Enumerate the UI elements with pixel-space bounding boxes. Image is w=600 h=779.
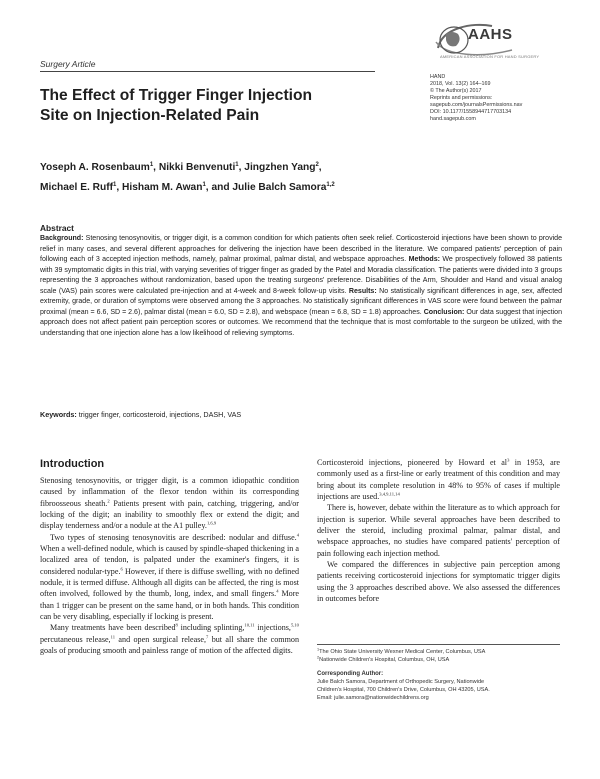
article-type-label: Surgery Article bbox=[40, 59, 96, 69]
citation-sup: 3 bbox=[507, 457, 510, 463]
paragraph-text: More than 1 trigger can be present on the same hand, or in both hands. This condition can be very disabling, especially if locking is present. bbox=[40, 589, 299, 622]
footnotes bbox=[317, 648, 560, 702]
body-paragraph bbox=[40, 622, 299, 656]
keywords-label: Keywords: bbox=[40, 410, 77, 419]
affiliation-text: Nationwide Children's Hospital, Columbus, OH, USA bbox=[319, 657, 450, 663]
author-list bbox=[40, 157, 440, 196]
abstract-heading: Abstract bbox=[40, 223, 74, 233]
citation-sup: 8 bbox=[175, 622, 178, 628]
author-separator: , bbox=[116, 181, 123, 193]
conclusion-text: Our data suggest that injection approach does not affect patient pain perception scores or outcomes. We recommend that the technique that is most comfortable to the surgeon be utilized, with the understanding that one injection alone has a low likelihood of relieving symptoms. bbox=[40, 308, 562, 337]
author-line bbox=[40, 177, 440, 197]
paragraph-text: but all share the common goals of producing smooth and painless range of motion of the affected digits. bbox=[40, 634, 299, 656]
abstract-body bbox=[40, 234, 562, 339]
author-affiliation-sup: 1 bbox=[149, 162, 154, 168]
author-affiliation-sup: 1 bbox=[202, 181, 206, 188]
author-line bbox=[40, 157, 440, 177]
introduction-heading: Introduction bbox=[40, 458, 105, 470]
body-paragraph bbox=[40, 532, 299, 623]
permissions-link[interactable]: sagepub.com/journalsPermissions.nav bbox=[430, 102, 523, 108]
author-affiliation-sup: 1 bbox=[113, 181, 117, 188]
body-paragraph bbox=[317, 457, 560, 502]
header-rule bbox=[40, 71, 375, 72]
author-affiliation-sup: 1,2 bbox=[326, 181, 335, 188]
corresponding-author-line: Julie Balch Samora, Department of Orthopedic Surgery, Nationwide bbox=[317, 679, 485, 685]
methods-text: We prospectively followed 38 patients with 39 symptomatic digits in this trial, with varying severities of trigger finger as graded by the Patel and Moradia classification. The patients were divided into 3 groups representing the 3 approaches without randomization, based upon the treating surgeons' preference. Disabilities of the Arm, Shoulder and Hand and visual analog scale (VAS) pain scores were calculated pre-injection and at 4-week and 8-week follow-up visits. bbox=[40, 256, 562, 295]
keywords-text: trigger finger, corticosteroid, injections, DASH, VAS bbox=[76, 410, 242, 419]
journal-name: HAND bbox=[430, 74, 446, 80]
paragraph-text: When a well-defined nodule, which is caused by spindle-shaped thickening in a localized area of tendon, is palpated under the examiner's fingers, it is considered nodular-type. bbox=[40, 544, 299, 576]
logo-text: AAHS bbox=[468, 26, 513, 43]
paragraph-text: We compared the differences in subjective pain perception among patients receiving corticosteroid injections for symptomatic trigger digits using the 3 approaches described above. We also assessed the differences in outcomes before bbox=[317, 560, 560, 604]
author-name: Jingzhen Yang bbox=[244, 162, 316, 173]
body-column-right bbox=[317, 457, 560, 604]
body-paragraph bbox=[40, 475, 299, 532]
paragraph-text: percutaneous release, bbox=[40, 634, 111, 644]
body-paragraph bbox=[317, 502, 560, 559]
body-paragraph bbox=[317, 559, 560, 604]
citation-sup: 1,6,9 bbox=[206, 520, 217, 526]
author-affiliation-sup: 2 bbox=[315, 162, 319, 168]
title-line: Site on Injection-Related Pain bbox=[40, 106, 260, 124]
background-text: Stenosing tenosynovitis, or trigger digit, is a common condition for which patients often seek relief. Corticosteroid injections have been shown to provide relief in many cases, and several different approaches for delivering the injection have been described in the literature. We compared patients' perception of pain following each of 3 accepted injection methods, namely, palmar proximal, palmar distal, and webspace approaches. bbox=[40, 235, 562, 264]
paragraph-text: including splinting, bbox=[177, 623, 245, 633]
copyright: © The Author(s) 2017 bbox=[430, 88, 482, 94]
body-column-left bbox=[40, 475, 299, 657]
citation-sup: 5,10 bbox=[290, 622, 299, 628]
affiliation bbox=[317, 656, 560, 664]
author-separator: , and bbox=[205, 181, 233, 193]
citation-sup: 10,11 bbox=[244, 622, 255, 628]
author-separator: , bbox=[318, 162, 322, 173]
author-name: Michael E. Ruff bbox=[40, 181, 114, 193]
corresponding-author-heading: Corresponding Author: bbox=[317, 671, 384, 677]
paragraph-text: and open surgical release, bbox=[115, 634, 206, 644]
paragraph-text: However, if there is diffuse swelling, with no defined nodule, it is termed diffuse. Although all digits can be affected, the ring is most often involved, followed by the thumb, long, index, and small fingers. bbox=[40, 566, 299, 599]
corresponding-author-email[interactable]: Email: julie.samora@nationwidechildrens.org bbox=[317, 695, 429, 701]
citation-sup: 4 bbox=[276, 588, 279, 594]
journal-volume: 2018, Vol. 13(2) 164–169 bbox=[430, 81, 491, 87]
author-separator: , bbox=[238, 162, 245, 173]
footnote-rule bbox=[317, 644, 560, 645]
reprints-label: Reprints and permissions: bbox=[430, 95, 493, 101]
abstract bbox=[40, 223, 562, 339]
paragraph-text: Two types of stenosing tenosynovitis are described: nodular and diffuse. bbox=[50, 532, 297, 542]
citation-sup: 7 bbox=[206, 634, 209, 640]
citation-sup: 4 bbox=[296, 532, 299, 538]
paragraph-text: Many treatments have been described bbox=[50, 623, 176, 633]
background-label: Background: bbox=[40, 235, 84, 242]
results-text: No statistically significant differences in age, sex, affected extremity, grade, or duration of symptoms were observed among the 3 approaches. No statistically significant differences in VAS score were found between the palmar proximal (mean = 6.6, SD = 2.6), palmar distal (mean = 6.0, SD = 2.8), and webspace (mean = 6.8, SD = 1.8) approaches. bbox=[40, 287, 562, 316]
author-name: Nikki Benvenuti bbox=[158, 162, 236, 173]
author-name: Hisham M. Awan bbox=[122, 181, 203, 193]
citation-sup: 2 bbox=[107, 498, 110, 504]
citation-sup: 11 bbox=[110, 634, 116, 640]
article-title bbox=[40, 86, 400, 125]
results-label: Results: bbox=[348, 287, 377, 295]
citation-sup: 6 bbox=[120, 566, 123, 572]
author-name: Julie Balch Samora bbox=[232, 181, 327, 193]
citation-sup: 3,4,9,11,14 bbox=[379, 491, 400, 497]
methods-label: Methods: bbox=[408, 256, 440, 264]
paragraph-text: Patients present with pain, catching, triggering, and/or locking of the digit; an inability to smoothly flex or extend the digit; and display tenderness and/or a nodule at the A1 pulley. bbox=[40, 498, 299, 531]
affiliation bbox=[317, 648, 560, 656]
author-name: Yoseph A. Rosenbaum bbox=[40, 162, 150, 173]
conclusion-label: Conclusion: bbox=[423, 308, 465, 316]
paragraph-text: Corticosteroid injections, pioneered by Howard et al bbox=[317, 458, 508, 467]
affiliation-sup: 2 bbox=[317, 655, 320, 660]
title-line: The Effect of Trigger Finger Injection bbox=[40, 87, 313, 104]
paragraph-text: Stenosing tenosynovitis, or trigger digit, is a common idiopathic condition caused by inflammation of the flexor tendon within its corresponding fibroosseous sheath. bbox=[40, 476, 299, 508]
keywords bbox=[40, 410, 562, 419]
corresponding-author-line: Children's Hospital, 700 Children's Drive, Columbus, OH 43205, USA. bbox=[317, 687, 490, 693]
logo-subtext: AMERICAN ASSOCIATION FOR HAND SURGERY bbox=[440, 54, 540, 59]
author-separator: , bbox=[153, 162, 159, 173]
affiliation-sup: 1 bbox=[317, 647, 320, 652]
affiliation-text: The Ohio State University Wexner Medical Center, Columbus, USA bbox=[319, 649, 486, 655]
paragraph-text: in 1953, are commonly used as a first-line or early treatment of this condition and may bring about its complete resolution in 48% to 95% of cases if multiple injections are used. bbox=[317, 458, 560, 502]
doi[interactable]: DOI: 10.1177/1558944717703134 bbox=[430, 109, 512, 115]
journal-meta bbox=[430, 74, 522, 123]
author-affiliation-sup: 1 bbox=[235, 162, 239, 168]
paragraph-text: injections, bbox=[254, 623, 291, 633]
paragraph-text: There is, however, debate within the literature as to which approach for injection is superior. While several approaches have been described to deliver the steroid, including proximal palmar, palmar distal, and webspace approaches, no studies have compared patients' perception of pain following each injection method. bbox=[317, 503, 560, 558]
journal-site-link[interactable]: hand.sagepub.com bbox=[430, 116, 476, 122]
